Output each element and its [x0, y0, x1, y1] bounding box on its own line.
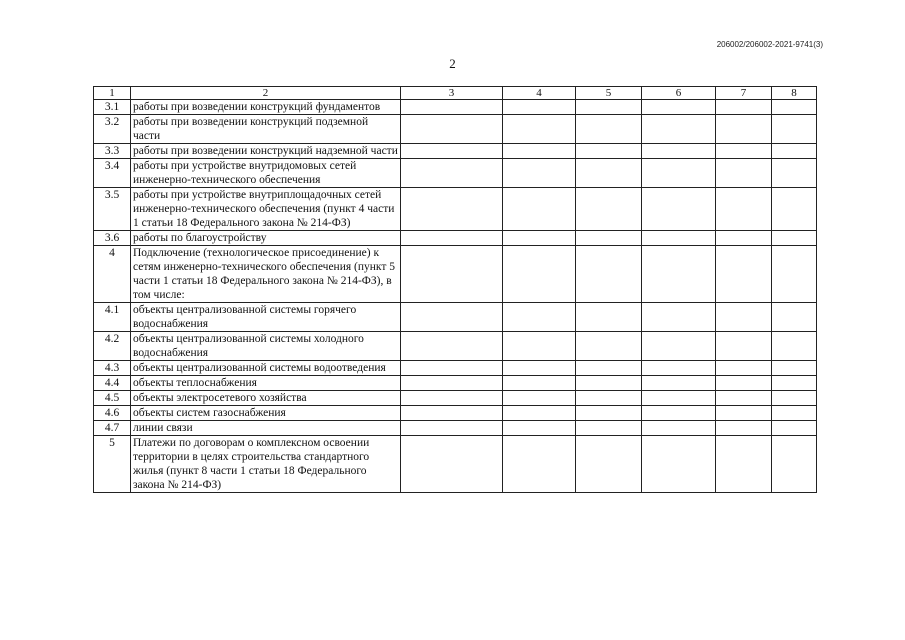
empty-cell	[401, 376, 503, 391]
empty-cell	[642, 115, 716, 144]
empty-cell	[716, 188, 772, 231]
table-row	[94, 436, 817, 493]
empty-cell	[576, 231, 642, 246]
empty-cell	[642, 188, 716, 231]
empty-cell	[716, 361, 772, 376]
row-description: объекты централизованной системы холодного водоснабжения	[131, 332, 401, 361]
row-number: 3.4	[94, 159, 131, 188]
empty-cell	[642, 376, 716, 391]
empty-cell	[503, 159, 576, 188]
empty-cell	[401, 144, 503, 159]
table-header-row	[94, 87, 817, 100]
empty-cell	[772, 406, 817, 421]
column-header: 3	[401, 87, 503, 100]
empty-cell	[716, 144, 772, 159]
empty-cell	[716, 303, 772, 332]
empty-cell	[401, 406, 503, 421]
empty-cell	[772, 188, 817, 231]
row-number: 3.3	[94, 144, 131, 159]
empty-cell	[503, 115, 576, 144]
empty-cell	[503, 436, 576, 493]
table-row	[94, 391, 817, 406]
empty-cell	[576, 188, 642, 231]
empty-cell	[772, 361, 817, 376]
empty-cell	[772, 231, 817, 246]
table-row	[94, 159, 817, 188]
empty-cell	[503, 421, 576, 436]
empty-cell	[642, 421, 716, 436]
empty-cell	[642, 159, 716, 188]
empty-cell	[642, 436, 716, 493]
empty-cell	[576, 376, 642, 391]
row-number: 4.7	[94, 421, 131, 436]
row-number: 4.6	[94, 406, 131, 421]
empty-cell	[642, 406, 716, 421]
empty-cell	[401, 421, 503, 436]
table-row	[94, 332, 817, 361]
empty-cell	[503, 100, 576, 115]
table-row	[94, 231, 817, 246]
document-id: 206002/206002-2021-9741(3)	[716, 40, 823, 49]
empty-cell	[401, 332, 503, 361]
row-description: работы при возведении конструкций подземной части	[131, 115, 401, 144]
row-description: Платежи по договорам о комплексном освоении территории в целях строительства стандартного жилья (пункт 8 части 1 статьи 18 Федерального закона № 214-ФЗ)	[131, 436, 401, 493]
empty-cell	[642, 303, 716, 332]
row-description: работы при устройстве внутриплощадочных сетей инженерно-технического обеспечения (пункт 4 части 1 статьи 18 Федерального закона № 214-ФЗ)	[131, 188, 401, 231]
column-header: 1	[94, 87, 131, 100]
empty-cell	[576, 436, 642, 493]
empty-cell	[401, 391, 503, 406]
empty-cell	[642, 144, 716, 159]
empty-cell	[401, 100, 503, 115]
table-row	[94, 246, 817, 303]
column-header: 4	[503, 87, 576, 100]
row-description: работы при возведении конструкций надземной части	[131, 144, 401, 159]
empty-cell	[642, 361, 716, 376]
empty-cell	[401, 436, 503, 493]
empty-cell	[576, 421, 642, 436]
empty-cell	[576, 115, 642, 144]
table-row	[94, 421, 817, 436]
empty-cell	[503, 391, 576, 406]
row-description: работы при устройстве внутридомовых сетей инженерно-технического обеспечения	[131, 159, 401, 188]
empty-cell	[716, 100, 772, 115]
table-row	[94, 376, 817, 391]
empty-cell	[772, 144, 817, 159]
row-number: 4.4	[94, 376, 131, 391]
empty-cell	[772, 246, 817, 303]
table-row	[94, 406, 817, 421]
empty-cell	[642, 391, 716, 406]
empty-cell	[576, 391, 642, 406]
page-number: 2	[449, 56, 456, 71]
table-body	[94, 87, 817, 493]
empty-cell	[716, 246, 772, 303]
empty-cell	[716, 391, 772, 406]
empty-cell	[772, 376, 817, 391]
empty-cell	[401, 159, 503, 188]
table-row	[94, 115, 817, 144]
row-description: работы по благоустройству	[131, 231, 401, 246]
row-number: 5	[94, 436, 131, 493]
empty-cell	[503, 406, 576, 421]
row-number: 4.1	[94, 303, 131, 332]
column-header: 6	[642, 87, 716, 100]
empty-cell	[642, 231, 716, 246]
row-number: 3.2	[94, 115, 131, 144]
empty-cell	[772, 115, 817, 144]
empty-cell	[716, 332, 772, 361]
empty-cell	[716, 436, 772, 493]
empty-cell	[716, 231, 772, 246]
column-header: 2	[131, 87, 401, 100]
row-description: объекты электросетевого хозяйства	[131, 391, 401, 406]
row-description: объекты систем газоснабжения	[131, 406, 401, 421]
row-description: объекты теплоснабжения	[131, 376, 401, 391]
empty-cell	[401, 188, 503, 231]
empty-cell	[772, 332, 817, 361]
empty-cell	[716, 406, 772, 421]
empty-cell	[503, 188, 576, 231]
column-header: 8	[772, 87, 817, 100]
empty-cell	[503, 332, 576, 361]
row-description: работы при возведении конструкций фундаментов	[131, 100, 401, 115]
row-number: 3.6	[94, 231, 131, 246]
row-description: объекты централизованной системы горячего водоснабжения	[131, 303, 401, 332]
empty-cell	[401, 303, 503, 332]
empty-cell	[576, 361, 642, 376]
empty-cell	[772, 436, 817, 493]
empty-cell	[772, 421, 817, 436]
empty-cell	[576, 100, 642, 115]
empty-cell	[642, 332, 716, 361]
empty-cell	[503, 144, 576, 159]
empty-cell	[772, 303, 817, 332]
empty-cell	[401, 115, 503, 144]
empty-cell	[503, 246, 576, 303]
row-number: 4	[94, 246, 131, 303]
empty-cell	[576, 246, 642, 303]
empty-cell	[576, 332, 642, 361]
empty-cell	[716, 159, 772, 188]
empty-cell	[772, 159, 817, 188]
row-number: 4.3	[94, 361, 131, 376]
empty-cell	[576, 144, 642, 159]
empty-cell	[401, 361, 503, 376]
empty-cell	[503, 361, 576, 376]
empty-cell	[401, 231, 503, 246]
row-number: 4.2	[94, 332, 131, 361]
empty-cell	[576, 303, 642, 332]
empty-cell	[576, 159, 642, 188]
row-description: линии связи	[131, 421, 401, 436]
empty-cell	[716, 376, 772, 391]
empty-cell	[642, 100, 716, 115]
empty-cell	[772, 100, 817, 115]
table-row	[94, 188, 817, 231]
empty-cell	[642, 246, 716, 303]
table-row	[94, 303, 817, 332]
table-row	[94, 361, 817, 376]
empty-cell	[576, 406, 642, 421]
row-number: 4.5	[94, 391, 131, 406]
column-header: 7	[716, 87, 772, 100]
row-description: Подключение (технологическое присоединение) к сетям инженерно-технического обеспечения (пункт 5 части 1 статьи 18 Федерального закона № 214-ФЗ), в том числе:	[131, 246, 401, 303]
empty-cell	[772, 391, 817, 406]
empty-cell	[716, 421, 772, 436]
empty-cell	[503, 376, 576, 391]
column-header: 5	[576, 87, 642, 100]
empty-cell	[401, 246, 503, 303]
row-number: 3.1	[94, 100, 131, 115]
table-row	[94, 100, 817, 115]
empty-cell	[503, 231, 576, 246]
row-number: 3.5	[94, 188, 131, 231]
empty-cell	[716, 115, 772, 144]
table-row	[94, 144, 817, 159]
empty-cell	[503, 303, 576, 332]
row-description: объекты централизованной системы водоотведения	[131, 361, 401, 376]
data-table	[93, 86, 817, 493]
